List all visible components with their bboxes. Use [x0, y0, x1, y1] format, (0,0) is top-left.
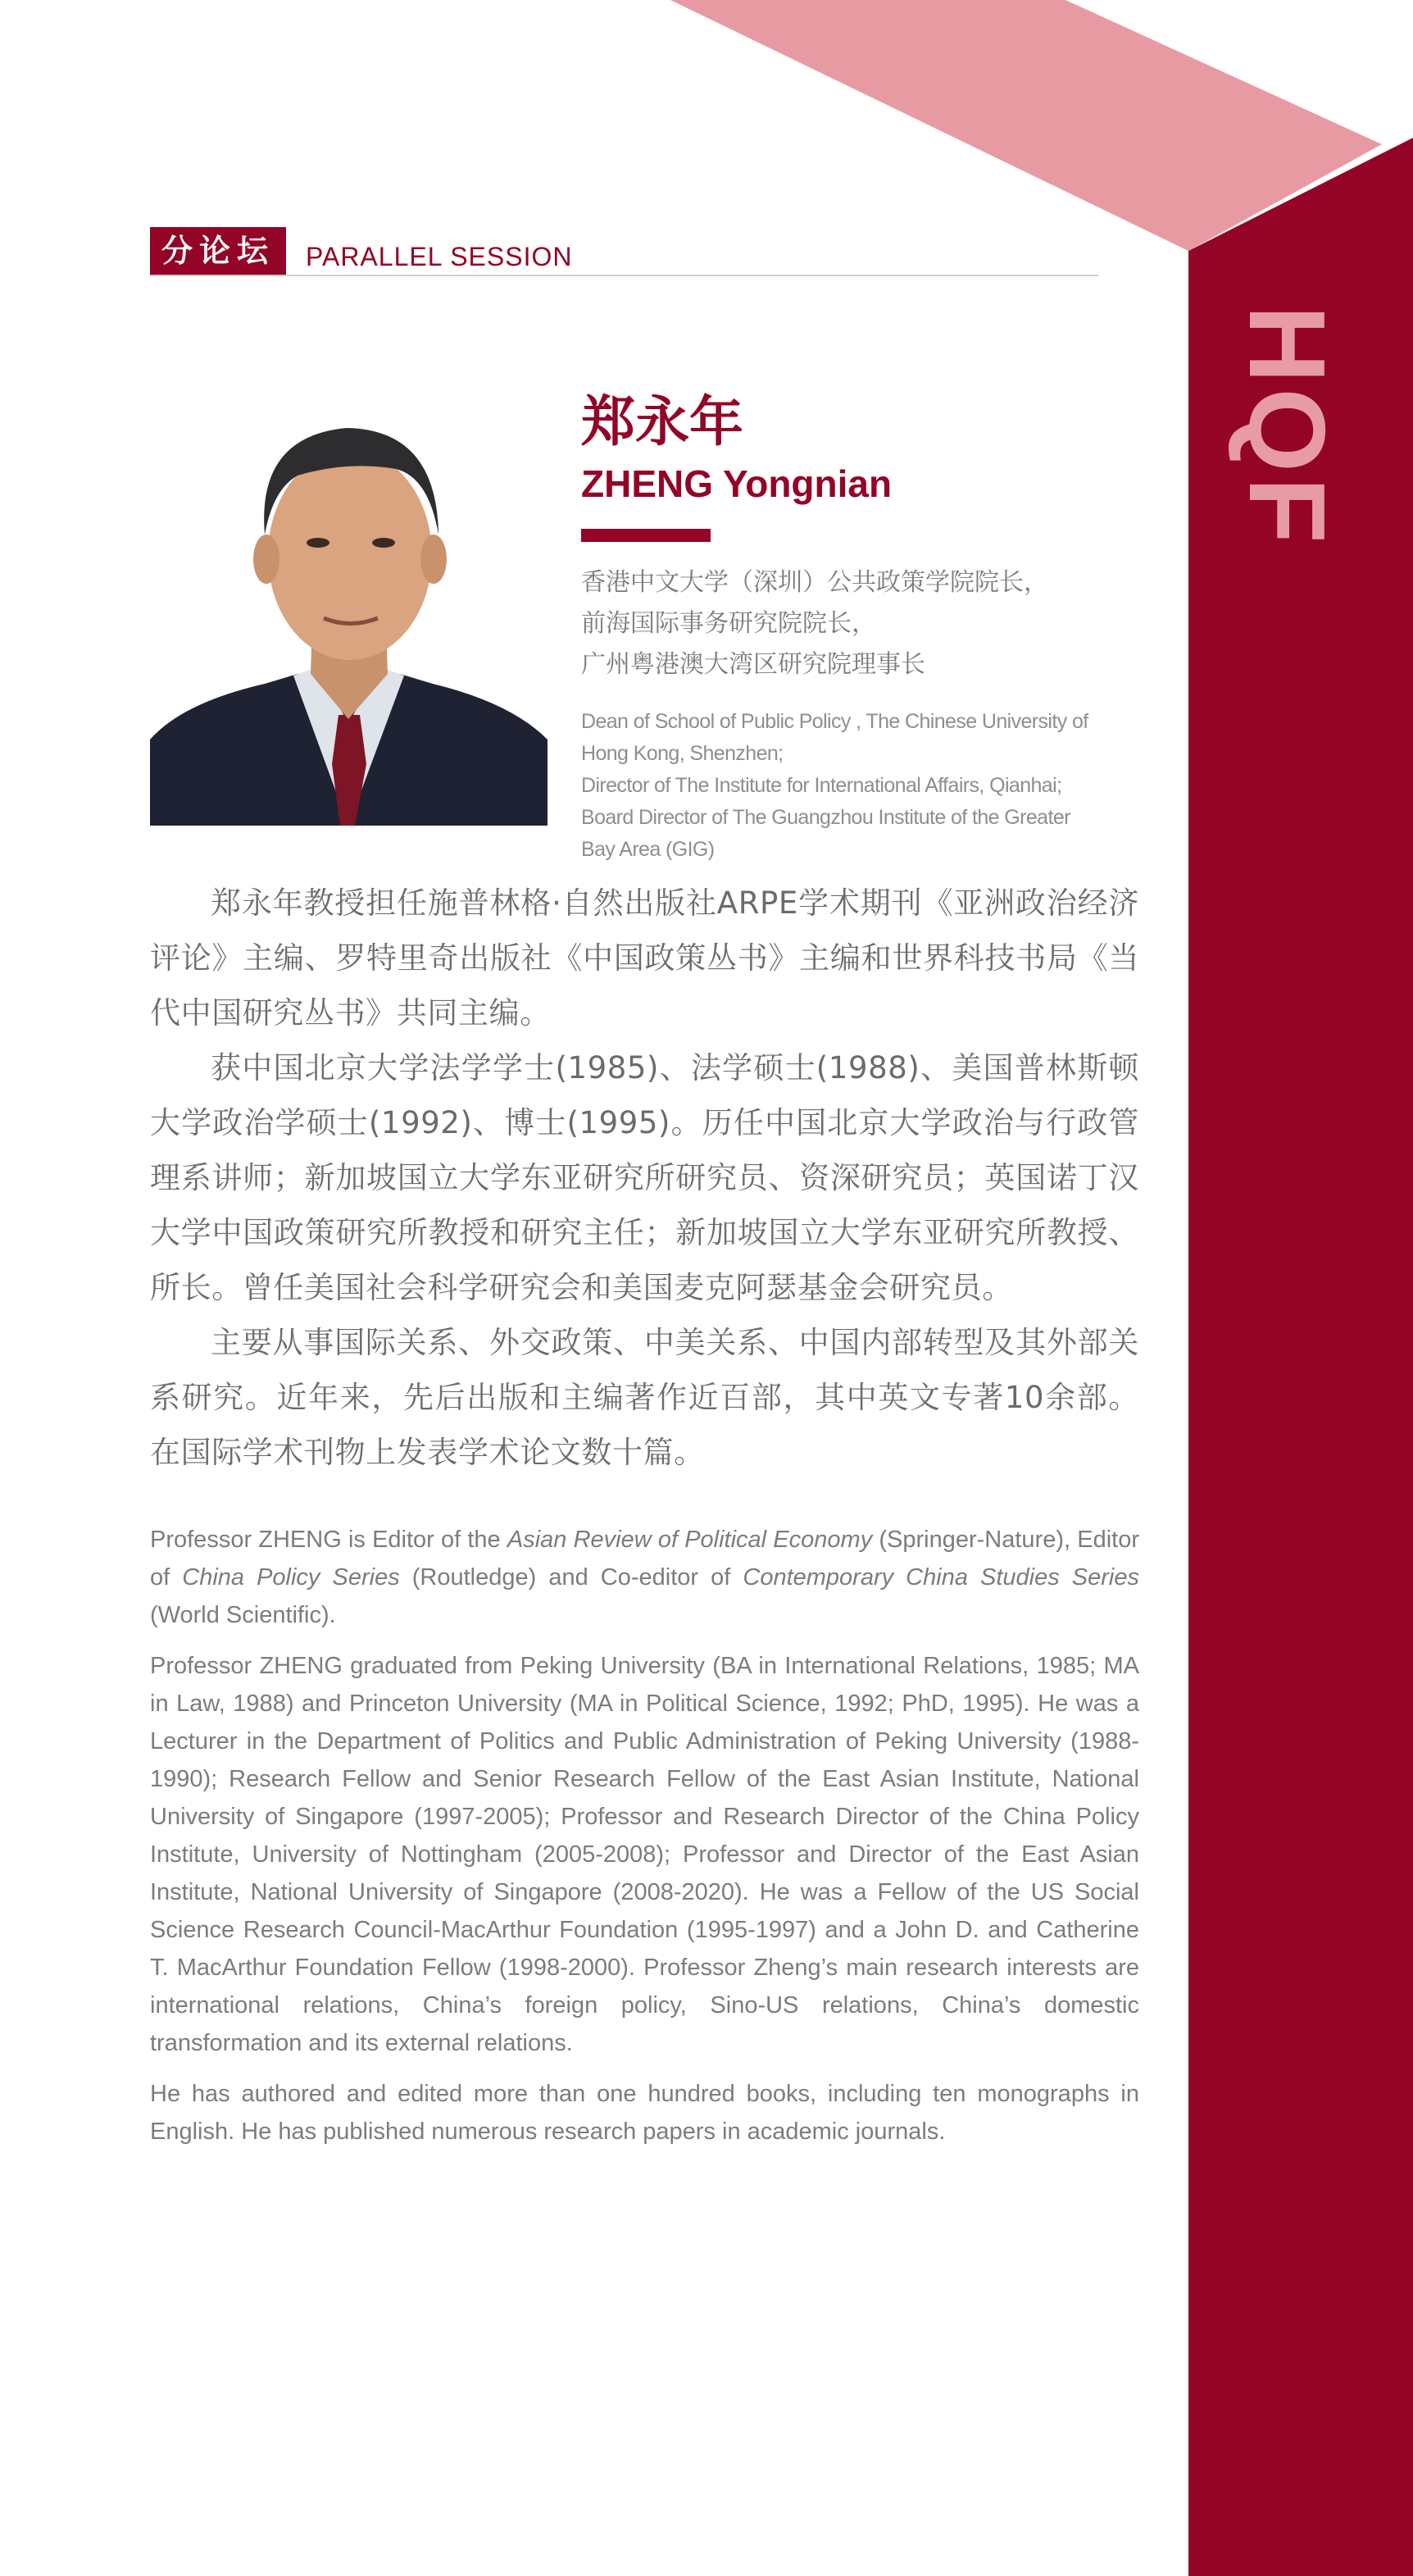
bio-text: (World Scientific).	[150, 1602, 336, 1628]
title-en-line: Director of The Institute for International Affairs, Qianhai;	[581, 774, 1062, 797]
bio-text: (Springer-Nature), Editor of	[150, 1527, 1139, 1591]
series-title: China Policy Series	[182, 1564, 400, 1591]
session-tag: 分论坛	[150, 227, 286, 275]
bio-zh-paragraph: 主要从事国际关系、外交政策、中美关系、中国内部转型及其外部关系研究。近年来，先后出版和主编著作近百部，其中英文专著10余部。在国际学术刊物上发表学术论文数十篇。	[150, 1325, 1139, 1470]
series-title: Contemporary China Studies Series	[743, 1564, 1139, 1591]
bio-zh-paragraph: 获中国北京大学法学学士(1985)、法学硕士(1988)、美国普林斯顿大学政治学硕士(1992)、博士(1995)。历任中国北京大学政治与行政管理系讲师；新加坡国立大学东亚研究所研究员、资深研究员；英国诺丁汉大学中国政策研究所教授和研究主任；新加坡国立大学东亚研究所教授、所长。曾任美国社会科学研究会和美国麦克阿瑟基金会研究员。	[150, 1050, 1139, 1305]
bio-en-paragraph: Professor ZHENG graduated from Peking University (BA in International Relations, 1985; MA in Law, 1988) and Princeton University (MA in Political Science, 1992; PhD, 1995). He was a Lecturer in the Department of Politics and Public Administration of Peking University (1988-1990); Research Fellow and Senior Research Fellow of the East Asian Institute, National University of Singapore (1997-2005); Professor and Research Director of the China Policy Institute, University of Nottingham (2005-2008); Professor and Director of the East Asian Institute, National University of Singapore (2008-2020). He was a Fellow of the US Social Science Research Council-MacArthur Foundation (1995-1997) and a John D. and Catherine T. MacArthur Foundation Fellow (1998-2000). Professor Zheng’s main research interests are international relations, China’s foreign policy, Sino-US relations, China’s domestic transformation and its external relations.	[150, 1653, 1139, 2056]
title-zh-line: 前海国际事务研究院院长，	[581, 609, 876, 638]
session-label: PARALLEL SESSION	[306, 242, 573, 271]
title-en-line: Dean of School of Public Policy , The Chinese University of	[581, 710, 1088, 733]
bio-en-paragraph	[150, 1521, 1139, 1634]
bio-text: (Routledge) and Co-editor of	[399, 1564, 743, 1591]
speaker-titles-zh	[581, 562, 1106, 685]
session-header	[150, 227, 1098, 278]
title-en-line: Bay Area (GIG)	[581, 838, 715, 861]
biography-zh	[150, 876, 1139, 1480]
speaker-name-zh: 郑永年	[581, 390, 743, 453]
brand-logo-vertical: HQF	[1227, 305, 1347, 548]
portrait-icon	[150, 379, 547, 826]
bio-text: Professor ZHENG is Editor of the	[150, 1527, 507, 1553]
title-en-line: Board Director of The Guangzhou Institute of the Greater	[581, 806, 1070, 829]
name-underline	[581, 529, 711, 542]
biography-en	[150, 1521, 1139, 2164]
speaker-portrait	[150, 379, 547, 826]
bio-zh-paragraph: 郑永年教授担任施普林格·自然出版社ARPE学术期刊《亚洲政治经济评论》主编、罗特里奇出版社《中国政策丛书》主编和世界科技书局《当代中国研究丛书》共同主编。	[150, 885, 1139, 1031]
title-en-line: Hong Kong, Shenzhen;	[581, 742, 784, 765]
speaker-name-en: ZHENG Yongnian	[581, 462, 893, 505]
header-divider	[150, 275, 1098, 276]
title-zh-line: 广州粤港澳大湾区研究院理事长	[581, 650, 925, 679]
journal-title: Asian Review of Political Economy	[507, 1527, 873, 1553]
speaker-titles-en	[581, 706, 1114, 866]
title-zh-line: 香港中文大学（深圳）公共政策学院院长，	[581, 568, 1048, 597]
bio-en-paragraph: He has authored and edited more than one hundred books, including ten monographs in English. He has published numerous research papers in academic journals.	[150, 2081, 1139, 2145]
